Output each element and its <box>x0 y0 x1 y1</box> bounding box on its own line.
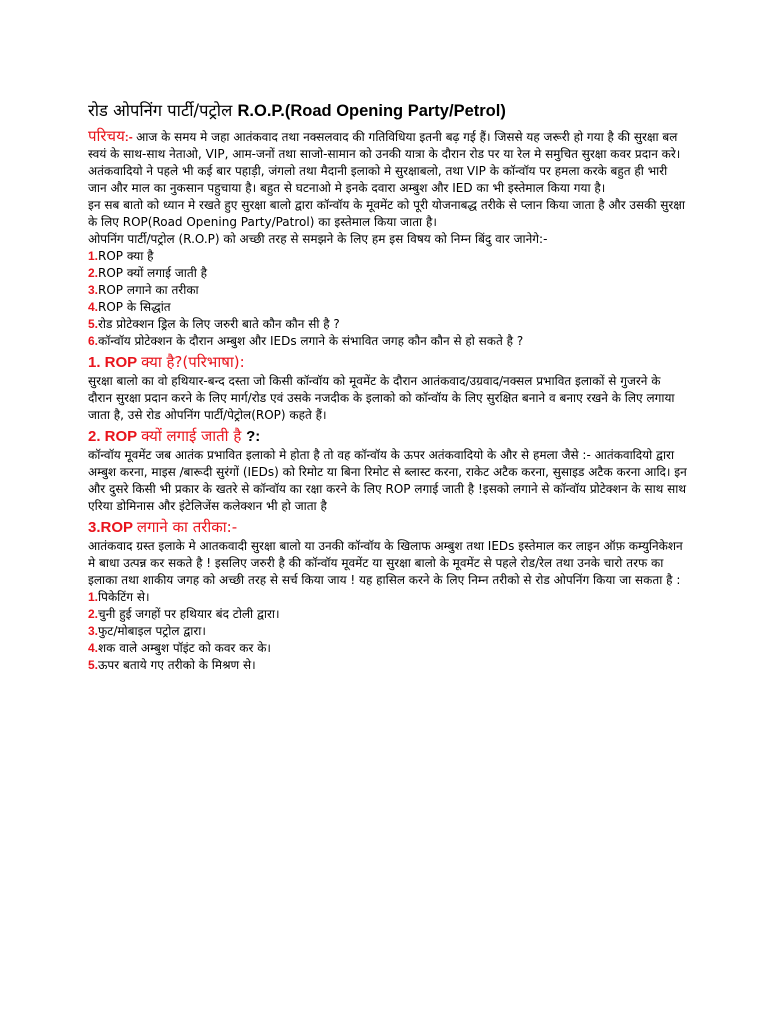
section-3-body: आतंकवाद ग्रस्त इलाके मे आतकवादी सुरक्षा बालो या उनकी कॉन्वॉय के खिलाफ अम्बुश तथा IEDs इस्तेमाल कर लाइन ऑफ़ कम्युनिकेशन मे बाधा उत्पन्न कर सकते है ! इसलिए जरुरी है की कॉन्वॉय मूवमेंट या सुरक्षा बालो के मूवमेंट से पहले रोड/रेल तथा उनके चारो तरफ का इलाका तथा शाकीय जगह को अच्छी तरह से सर्च किया जाय ! यह हासिल करने के लिए निम्न तरीको से रोड ओपनिंग किया जा सकता है : <box>88 539 683 587</box>
toc-item-text: ROP लगाने का तरीका <box>98 283 199 297</box>
document-title <box>88 100 688 122</box>
toc-item-text: ROP क्यों लगाई जाती है <box>98 266 208 280</box>
toc-item <box>88 333 688 350</box>
method-item-text: पिकेटिंग से। <box>98 590 150 604</box>
intro-paragraph-3: इन सब बातो को ध्यान मे रखते हुए सुरक्षा बालो द्वारा कॉन्वॉय के मूवमेंट को पूरी योजनाबद्ध तरीके से प्लान किया जाता है और उसकी सुरक्षा के लिए ROP(Road Opening Party/Patrol) का इस्तेमाल किया जाता है। <box>88 198 685 229</box>
intro-paragraph-4: ओपनिंग पार्टी/पट्रोल (R.O.P) को अच्छी तरह से समझने के लिए हम इस विषय को निम्न बिंदु वार जानेगे:- <box>88 232 548 246</box>
intro-paragraph-1 <box>88 128 688 163</box>
section-2-heading-tail: ?: <box>246 428 261 445</box>
section-3-heading-number: 3.ROP <box>88 519 137 536</box>
method-item-text: फुट/मोबाइल पट्रोल द्वारा। <box>98 624 206 638</box>
method-item <box>88 657 688 674</box>
toc-item-number: 3. <box>88 283 99 297</box>
toc-item-number: 5. <box>88 317 99 331</box>
toc-item <box>88 282 688 299</box>
method-item-number: 5. <box>88 658 99 672</box>
intro-paragraph-2: अतंकवादियो ने पहले भी कई बार पहाड़ी, जंगलो तथा मैदानी इलाको मे सुरक्षाबलो, तथा VIP के कॉन्वॉय पर हमला करके बहुत ही भारी जान और माल का नुकसान पहुचाया है। बहुत से घटनाओ मे इनके दवारा अम्बुश और IED का भी इस्तेमाल किया गया है। <box>88 164 668 195</box>
method-item-number: 2. <box>88 607 99 621</box>
intro-separator: :- <box>124 130 137 144</box>
method-item-number: 1. <box>88 590 99 604</box>
method-item-number: 3. <box>88 624 99 638</box>
method-item <box>88 640 688 657</box>
method-item <box>88 623 688 640</box>
toc-item-text: ROP क्या है <box>98 249 154 263</box>
section-3-heading <box>88 517 688 538</box>
section-2-body: कॉन्वॉय मूवमेंट जब आतंक प्रभावित इलाको मे होता है तो वह कॉन्वॉय के ऊपर अतंकवादियो के और से हमला जैसे :- आतंकवादियो द्वारा अम्बुश करना, माइस /बारूदी सुरंगों (IEDs) को रिमोट या बिना रिमोट से ब्लास्ट करना, राकेट अटैक करना, सुसाइड अटैक करना आदि। इन और दुसरे किसी भी प्रकार के खतरे से कॉन्वॉय का रक्षा करने के लिए ROP लगाई जाती है !इसको लगाने से कॉन्वॉय प्रोटेक्शन के साथ साथ एरिया डोमिनास और इंटेलिजेंस कलेक्शन भी हो जाता है <box>88 448 687 513</box>
section-2-heading <box>88 426 688 447</box>
title-english: R.O.P.(Road Opening Party/Petrol) <box>237 102 506 120</box>
method-list <box>88 589 688 674</box>
method-item-number: 4. <box>88 641 99 655</box>
section-2-heading-text: क्यों लगाई जाती है <box>141 427 247 445</box>
toc-item <box>88 316 688 333</box>
toc-item <box>88 265 688 282</box>
toc-item <box>88 248 688 265</box>
document-page <box>88 100 688 674</box>
method-item <box>88 589 688 606</box>
section-1-heading-number: 1. ROP <box>88 354 142 371</box>
toc-item-number: 2. <box>88 266 99 280</box>
toc-item-text: ROP के सिद्धांत <box>98 300 171 314</box>
section-2-heading-number: 2. ROP <box>88 428 142 445</box>
section-1-heading <box>88 352 688 373</box>
section-3-heading-text: लगाने का तरीका:- <box>136 518 238 536</box>
method-item-text: ऊपर बताये गए तरीको के मिश्रण से। <box>98 658 256 672</box>
method-item-text: चुनी हुई जगहों पर हथियार बंद टोली द्वारा। <box>98 607 280 621</box>
intro-label: परिचय <box>88 127 125 145</box>
method-item <box>88 606 688 623</box>
section-1-heading-text: क्या है?(परिभाषा): <box>141 353 245 371</box>
toc-item-number: 4. <box>88 300 99 314</box>
toc-item-text: रोड प्रोटेक्शन ड्रिल के लिए जरुरी बाते कौन कौन सी है ? <box>98 317 340 331</box>
section-1-body: सुरक्षा बालो का वो हथियार-बन्द दस्ता जो किसी कॉन्वॉय को मूवमेंट के दौरान आतंकवाद/उग्रवाद/नक्सल प्रभावित इलाकों से गुजरने के दौरान सुरक्षा प्रदान करने के लिए मार्ग/रोड एवं उसके नजदीक के इलाको को कॉन्वॉय के लिए सुरक्षित बनाने व बनाए रखने के लिए लगाया जाता है, उसे रोड ओपनिंग पार्टी/पेट्रोल(ROP) कहते हैं। <box>88 374 675 422</box>
intro-text-1: आज के समय मे जहा आतंकवाद तथा नक्सलवाद की गतिविधिया इतनी बढ़ गई हैं। जिससे यह जरूरी हो गया है की सुरक्षा बल स्वयं के साथ-साथ नेताओ, VIP, आम-जनों तथा साजो-सामान को उनकी यात्रा के दौरान रोड पर या रेल मे समुचित सुरक्षा कवर प्रदान करे। <box>88 130 681 161</box>
title-hindi: रोड ओपनिंग पार्टी/पट्रोल <box>88 101 238 120</box>
toc-list <box>88 248 688 350</box>
toc-item-number: 1. <box>88 249 99 263</box>
toc-item-number: 6. <box>88 334 99 348</box>
method-item-text: शक वाले अम्बुश पॉइंट को कवर कर के। <box>98 641 271 655</box>
toc-item <box>88 299 688 316</box>
toc-item-text: कॉन्वॉय प्रोटेक्शन के दौरान अम्बुश और IEDs लगाने के संभावित जगह कौन कौन से हो सकते है ? <box>98 334 524 348</box>
